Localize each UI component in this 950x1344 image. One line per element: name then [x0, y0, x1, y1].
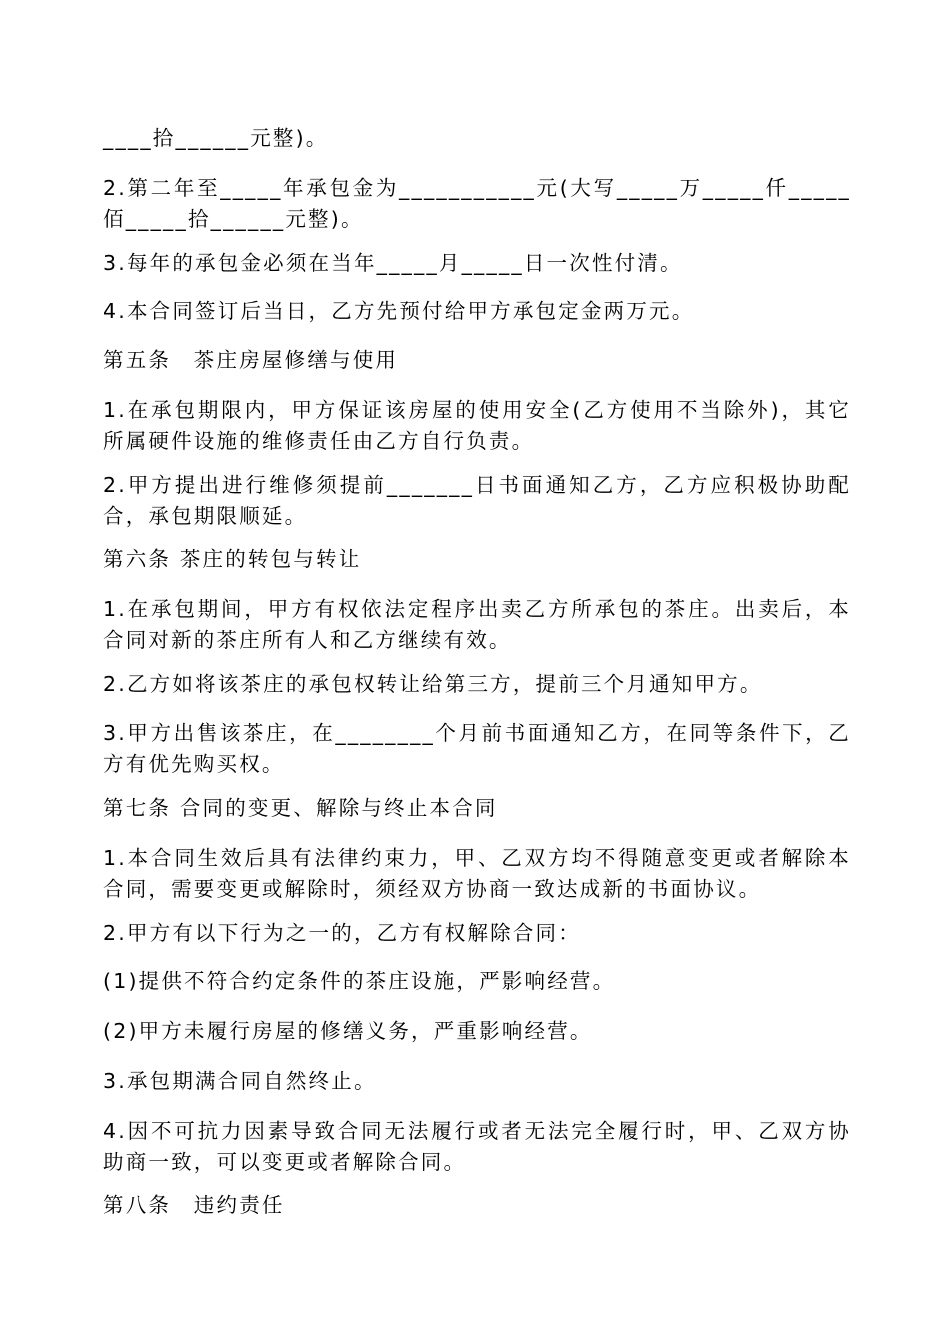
contract-clause-6-2: 2.乙方如将该茶庄的承包权转让给第三方，提前三个月通知甲方。 [103, 672, 763, 696]
contract-clause-7-4: 4.因不可抗力因素导致合同无法履行或者无法完全履行时，甲、乙双方协助商一致，可以变更或者解除合同。 [103, 1119, 851, 1174]
contract-clause-5-1: 1.在承包期限内，甲方保证该房屋的使用安全(乙方使用不当除外)，其它所属硬件设施的维修责任由乙方自行负责。 [103, 398, 851, 453]
section-heading-article-6: 第六条 茶庄的转包与转让 [103, 547, 362, 571]
contract-clause-7-2: 2.甲方有以下行为之一的，乙方有权解除合同： [103, 921, 581, 945]
section-heading-article-5: 第五条 茶庄房屋修缮与使用 [103, 348, 399, 372]
contract-clause-amount-words-end: ____拾______元整)。 [103, 126, 329, 150]
contract-clause-6-3: 3.甲方出售该茶庄，在________个月前书面通知乙方，在同等条件下，乙方有优先购买权。 [103, 721, 851, 776]
contract-clause-7-3: 3.承包期满合同自然终止。 [103, 1069, 377, 1093]
contract-clause-6-1: 1.在承包期间，甲方有权依法定程序出卖乙方所承包的茶庄。出卖后，本合同对新的茶庄所有人和乙方继续有效。 [103, 597, 851, 652]
contract-clause-7-1: 1.本合同生效后具有法律约束力，甲、乙双方均不得随意变更或者解除本合同，需要变更或解除时，须经双方协商一致达成新的书面协议。 [103, 846, 851, 901]
section-heading-article-7: 第七条 合同的变更、解除与终止本合同 [103, 796, 498, 820]
contract-clause-payment-3: 3.每年的承包金必须在当年_____月_____日一次性付清。 [103, 251, 683, 275]
section-heading-article-8: 第八条 违约责任 [103, 1193, 285, 1217]
contract-clause-payment-4: 4.本合同签订后当日，乙方先预付给甲方承包定金两万元。 [103, 299, 695, 323]
contract-clause-payment-2: 2.第二年至_____年承包金为___________元(大写_____万_____仟_____佰_____拾______元整)。 [103, 176, 851, 231]
contract-clause-7-2-item-2: (2)甲方未履行房屋的修缮义务，严重影响经营。 [103, 1019, 593, 1043]
contract-clause-7-2-item-1: (1)提供不符合约定条件的茶庄设施，严影响经营。 [103, 969, 616, 993]
contract-clause-5-2: 2.甲方提出进行维修须提前_______日书面通知乙方，乙方应积极协助配合，承包期限顺延。 [103, 473, 851, 528]
